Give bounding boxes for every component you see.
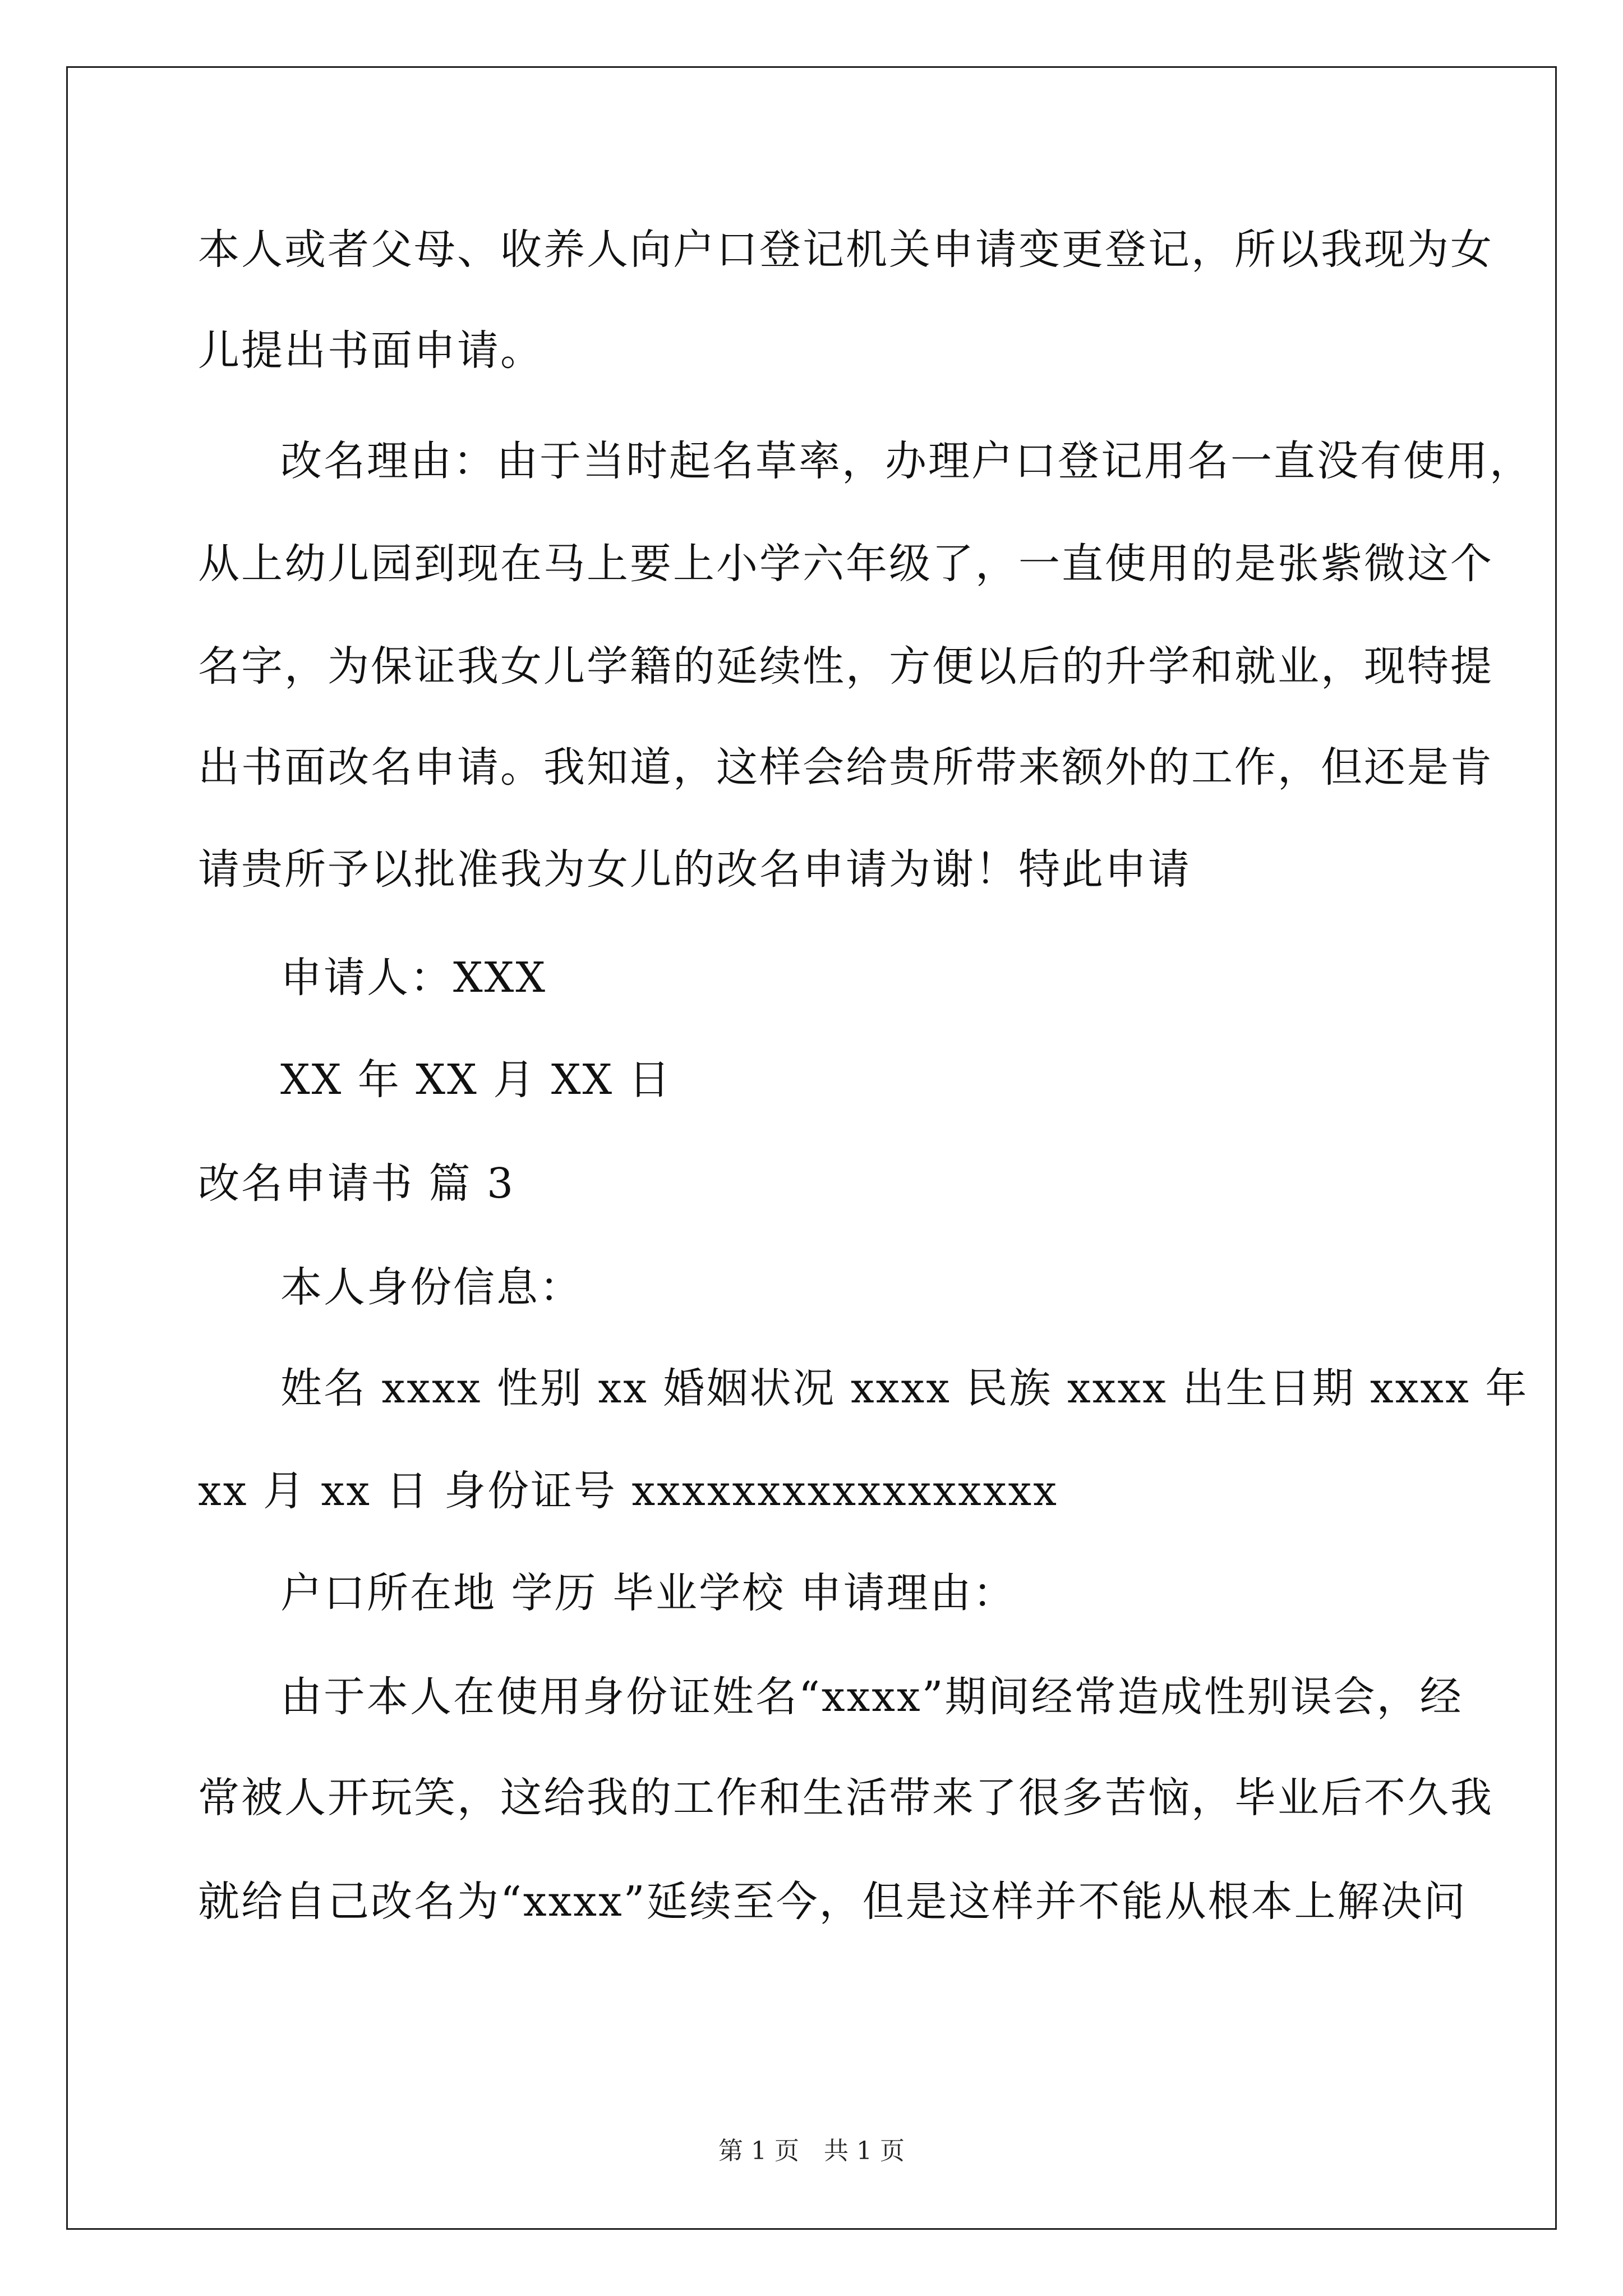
identity-heading: 本人身份信息： <box>280 1263 583 1312</box>
body-line-3: 改名理由：由于当时起名草率，办理户口登记用名一直没有使用， <box>280 437 1533 485</box>
section-title: 改名申请书 篇 3 <box>198 1159 515 1208</box>
reason-line-1: 由于本人在使用身份证姓名“xxxx”期间经常造成性别误会，经 <box>280 1673 1463 1721</box>
date-line: XX 年 XX 月 XX 日 <box>280 1056 672 1104</box>
identity-line-2: xx 月 xx 日 身份证号 xxxxxxxxxxxxxxxxx <box>198 1467 1059 1515</box>
reason-line-2: 常被人开玩笑，这给我的工作和生活带来了很多苦恼，毕业后不久我 <box>198 1774 1493 1822</box>
body-line-2: 儿提出书面申请。 <box>198 326 543 375</box>
applicant-line: 申请人：XXX <box>280 954 547 1002</box>
body-line-1: 本人或者父母、收养人向户口登记机关申请变更登记，所以我现为女 <box>198 226 1493 274</box>
body-line-6: 出书面改名申请。我知道，这样会给贵所带来额外的工作，但还是肯 <box>198 743 1493 792</box>
residence-line: 户口所在地 学历 毕业学校 申请理由： <box>280 1569 1016 1617</box>
reason-line-3: 就给自己改名为“xxxx”延续至今，但是这样并不能从根本上解决问 <box>198 1878 1467 1926</box>
page-number: 第 1 页 共 1 页 <box>718 2137 905 2165</box>
body-line-4: 从上幼儿园到现在马上要上小学六年级了，一直使用的是张紫微这个 <box>198 540 1493 588</box>
body-line-7: 请贵所予以批准我为女儿的改名申请为谢！特此申请 <box>198 845 1191 894</box>
identity-line-1: 姓名 xxxx 性别 xx 婚姻状况 xxxx 民族 xxxx 出生日期 xxxx 年 <box>280 1364 1529 1412</box>
body-line-5: 名字，为保证我女儿学籍的延续性，方便以后的升学和就业，现特提 <box>198 642 1493 691</box>
